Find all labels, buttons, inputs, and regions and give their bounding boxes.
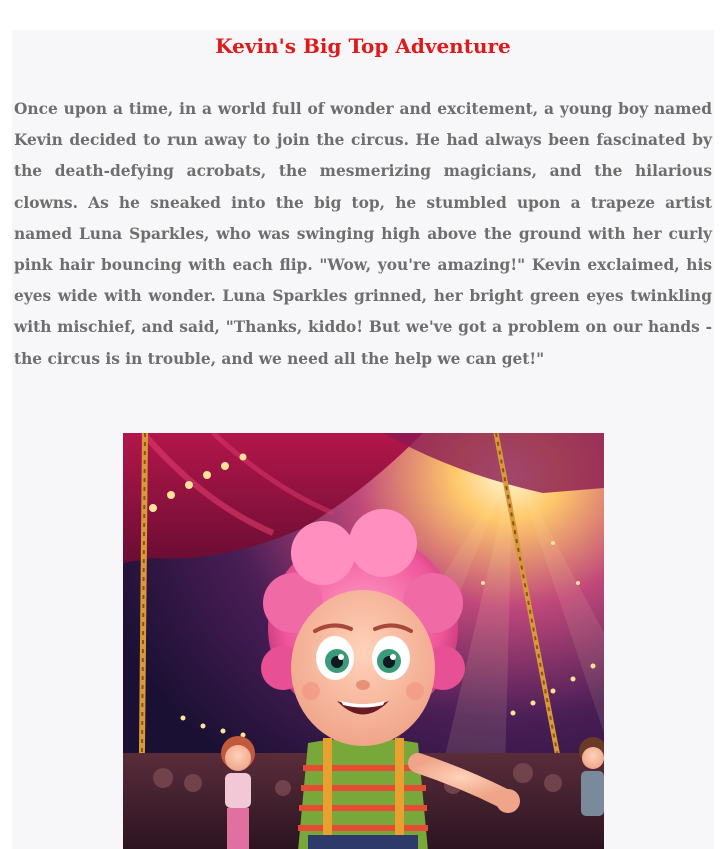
circus-illustration xyxy=(123,433,604,849)
story-page xyxy=(12,30,714,849)
story-title: Kevin's Big Top Adventure xyxy=(215,34,511,58)
story-paragraph: Once upon a time, in a world full of wonder and excitement, a young boy named Kevin decided to run away to join the circus. He had always been fascinated by the death-defying acrobats, the mesmerizing magicians, and the hilarious clowns. As he sneaked into the big top, he stumbled upon a trapeze artist named Luna Sparkles, who was swinging high above the ground with her curly pink hair bouncing with each flip. "Wow, you're amazing!" Kevin exclaimed, his eyes wide with wonder. Luna Sparkles grinned, her bright green eyes twinkling with mischief, and said, "Thanks, kiddo! But we've got a problem on our hands - the circus is in trouble, and we need all the help we can get!" xyxy=(14,100,712,368)
